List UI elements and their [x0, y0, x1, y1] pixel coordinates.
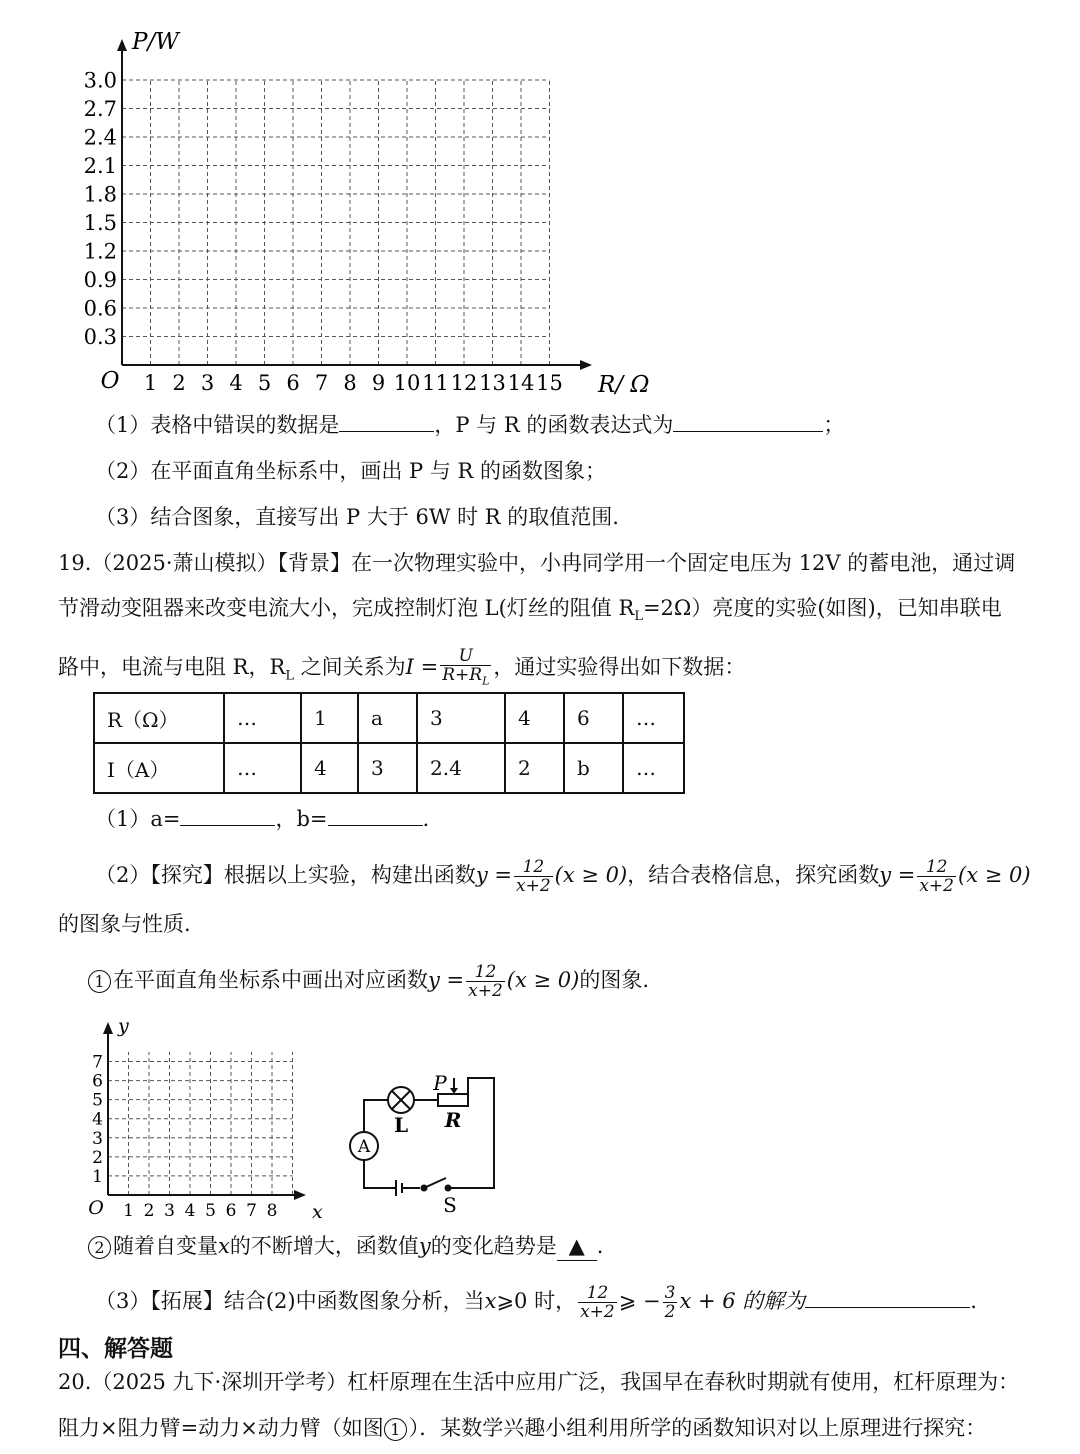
q19-sub1: 1 在平面直角坐标系中画出对应函数y = $\frac{12}{x+2}$ (x ≥ 0)的图象.: [88, 963, 649, 1000]
q19-line1: 19.（2025·萧山模拟）【背景】在一次物理实验中，小冉同学用一个固定电压为 12V 的蓄电池，通过调: [58, 551, 1016, 575]
answer-blank-wrong-data[interactable]: [339, 411, 434, 432]
circled-number: 2: [88, 1236, 111, 1259]
q19-part1: （1）a= ，b= .: [95, 807, 430, 831]
q20-line2: 阻力×阻力臂=动力×动力臂（如图 1 ）．某数学兴趣小组利用所学的函数知识对以上原理进行探究：: [58, 1416, 987, 1440]
y-axis-label: y: [118, 1015, 129, 1037]
table-cell: 3: [358, 743, 417, 793]
origin-label: O: [100, 368, 120, 394]
table-cell: 4: [301, 743, 358, 793]
y-tick-label: 1.5: [83, 210, 117, 235]
y-tick-label: 3: [92, 1128, 103, 1149]
y-axis-arrow-icon: [103, 1022, 113, 1034]
q18-part2: （2）在平面直角坐标系中，画出 P 与 R 的函数图象；: [95, 459, 607, 483]
x-tick-label: 1: [123, 1201, 134, 1221]
q19-line2: 节滑动变阻器来改变电流大小，完成控制灯泡 L(灯丝的阻值 $R_L=2\Omega$）亮度的实验(如图)，已知串联电: [58, 596, 1002, 625]
switch-label: S: [443, 1193, 457, 1217]
y-tick-label: 4: [92, 1109, 103, 1130]
x-tick-label: 4: [229, 371, 243, 395]
answer-blank-trend[interactable]: ▲: [557, 1232, 597, 1261]
origin-label: O: [88, 1197, 104, 1219]
q19-line3: 路中，电流与电阻 R，$R_L$ 之间关系为I = $\frac{U}{R+R_L}$ ，通过实验得出如下数据：: [58, 647, 745, 690]
y-axis-arrow-icon: [117, 39, 127, 51]
table-cell: 4: [505, 693, 564, 743]
circuit-diagram: [340, 1070, 510, 1220]
x-tick-label: 11: [422, 371, 449, 395]
y-tick-label: 2: [92, 1147, 103, 1168]
slider-label: P: [433, 1071, 447, 1095]
answer-blank-b[interactable]: [328, 805, 423, 826]
table-cell: …: [224, 743, 301, 793]
table-row: [94, 743, 684, 793]
x-tick-label: 8: [266, 1201, 278, 1221]
answer-blank-a[interactable]: [180, 805, 275, 826]
x-tick-label: 5: [257, 371, 272, 395]
x-axis-arrow-icon: [580, 360, 592, 370]
table-cell: …: [623, 693, 684, 743]
x-tick-label: 3: [200, 371, 215, 395]
ammeter-label: A: [357, 1137, 371, 1157]
x-tick-label: 9: [371, 371, 386, 395]
circled-number: 1: [384, 1418, 407, 1441]
x-axis-label: x: [312, 1201, 323, 1222]
answer-blank-solution[interactable]: [805, 1287, 970, 1308]
table-cell: 2: [505, 743, 564, 793]
x-tick-label: 5: [205, 1201, 216, 1221]
y-tick-label: 2.4: [83, 125, 117, 150]
resistor-label: R: [444, 1108, 462, 1132]
x-tick-label: 6: [225, 1201, 237, 1221]
table-cell: a: [358, 693, 417, 743]
x-tick-label: 14: [507, 371, 535, 395]
table-cell: 2.4: [417, 743, 505, 793]
experiment-data-table: [93, 692, 685, 794]
y-tick-label: 7: [92, 1052, 103, 1073]
q19-part3: （3）【拓展】结合(2)中函数图象分析，当x⩾0 时， $\frac{12}{x+2}$ ⩾ − $\frac{3}{2}$ x + 6 的解为 .: [95, 1283, 977, 1322]
table-cell: I（A）: [94, 743, 224, 793]
x-tick-label: 8: [343, 371, 357, 395]
table-cell: …: [623, 743, 684, 793]
current-formula: $\frac{U}{R+R_L}$: [442, 646, 490, 688]
table-row: [94, 693, 684, 743]
q18-part1: （1）表格中错误的数据是 ，P 与 R 的函数表达式为 ；: [95, 413, 845, 437]
y-tick-label: 5: [92, 1090, 103, 1111]
q19-part2-cont: 的图象与性质.: [58, 912, 191, 936]
x-tick-label: 7: [246, 1201, 257, 1221]
circled-number: 1: [88, 970, 111, 993]
q20-line1: 20.（2025 九下·深圳开学考）杠杆原理在生活中应用广泛，我国早在春秋时期就有使用，杠杆原理为：: [58, 1370, 1020, 1394]
table-cell: R（Ω）: [94, 693, 224, 743]
answer-blank-expression[interactable]: [673, 411, 823, 432]
y-tick-label: 0.6: [83, 296, 117, 321]
table-cell: 6: [564, 693, 623, 743]
q19-part2: （2）【探究】根据以上实验，构建出函数y = $\frac{12}{x+2}$ (x ≥ 0)，结合表格信息，探究函数y = $\frac{12}{x+2}$ (x ≥ 0): [95, 857, 1031, 896]
x-tick-label: 6: [286, 371, 300, 395]
y-tick-label: 0.9: [83, 267, 117, 292]
table-cell: 1: [301, 693, 358, 743]
y-tick-label: 1: [92, 1166, 103, 1187]
q18-part3: （3）结合图象，直接写出 P 大于 6W 时 R 的取值范围.: [95, 505, 619, 529]
y-axis-label: P/W: [132, 30, 179, 55]
power-resistance-grid: [70, 30, 650, 400]
x-tick-label: 12: [450, 371, 478, 395]
function-grid: [88, 1012, 328, 1222]
x-tick-label: 7: [314, 371, 329, 395]
y-tick-label: 2.7: [83, 96, 117, 121]
table-cell: …: [224, 693, 301, 743]
table-cell: 3: [417, 693, 505, 743]
section-title: 四、解答题: [58, 1335, 173, 1362]
y-tick-label: 3.0: [83, 68, 117, 93]
x-tick-label: 1: [143, 371, 158, 395]
q19-sub2: 2 随着自变量x的不断增大，函数值y的变化趋势是 ▲ .: [88, 1232, 603, 1261]
y-tick-label: 1.2: [83, 239, 117, 264]
y-tick-label: 0.3: [83, 324, 117, 349]
x-axis-arrow-icon: [294, 1190, 306, 1200]
y-tick-label: 6: [92, 1071, 103, 1092]
x-axis-label: R/ Ω: [598, 372, 650, 398]
x-tick-label: 10: [393, 371, 421, 395]
y-tick-label: 2.1: [83, 153, 117, 178]
x-tick-label: 2: [172, 371, 186, 395]
x-tick-label: 2: [143, 1201, 155, 1221]
table-cell: b: [564, 743, 623, 793]
lamp-label: L: [393, 1113, 409, 1137]
x-tick-label: 4: [184, 1201, 196, 1221]
x-tick-label: 15: [536, 371, 563, 395]
x-tick-label: 13: [479, 371, 506, 395]
x-tick-label: 3: [164, 1201, 175, 1221]
y-tick-label: 1.8: [83, 182, 117, 207]
